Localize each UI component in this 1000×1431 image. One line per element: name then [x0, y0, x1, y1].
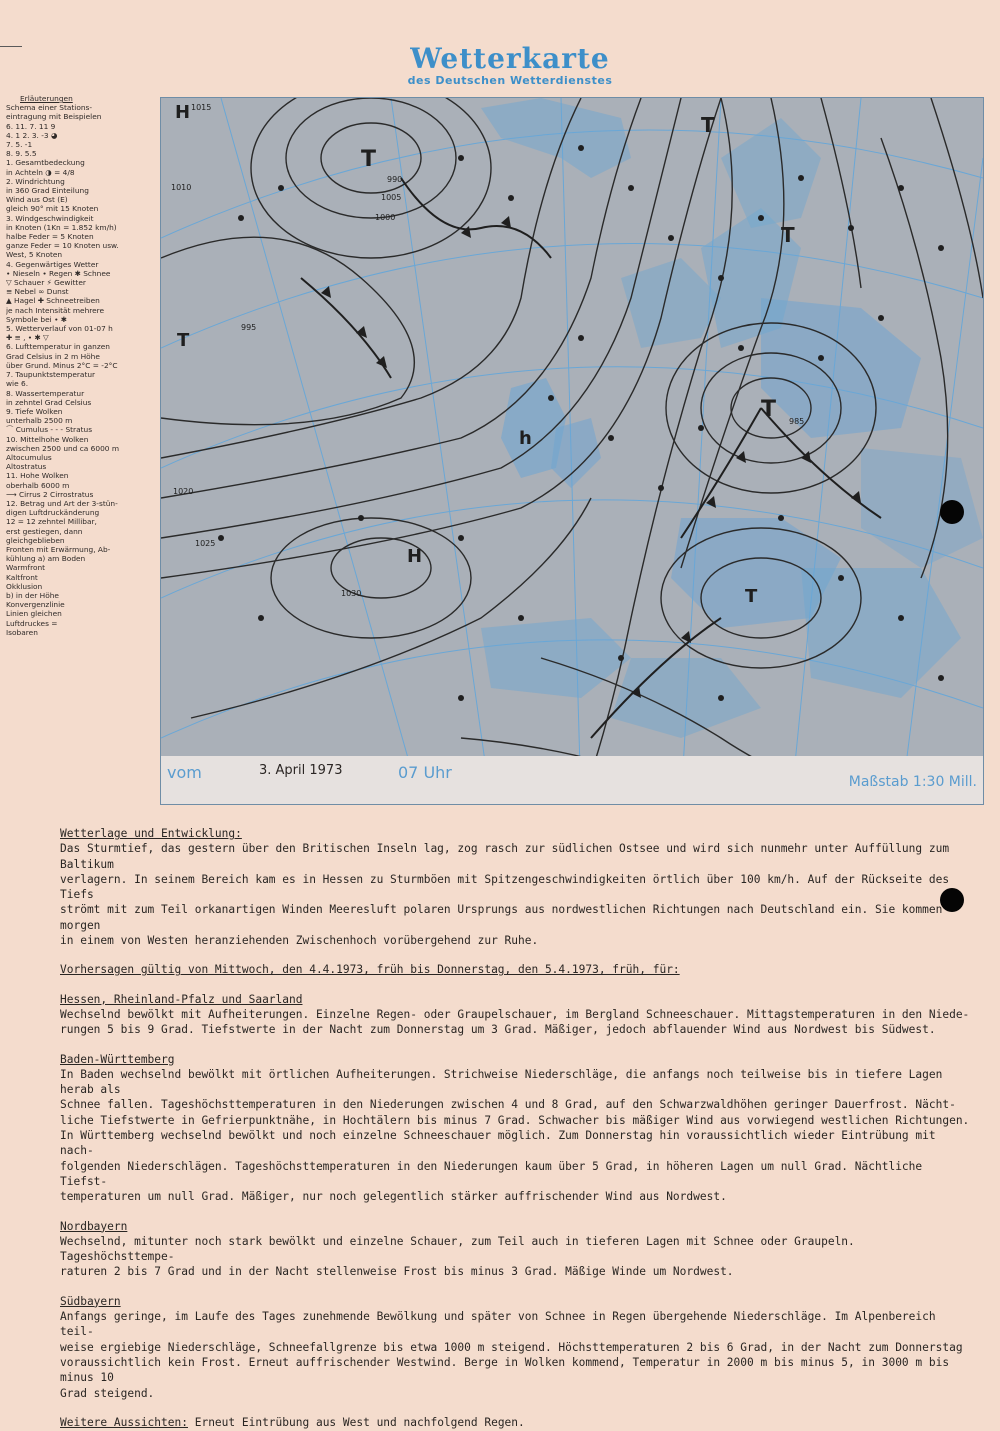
legend-line: 11. Hohe Wolken: [6, 471, 69, 481]
legend-line: 2. Windrichtung: [6, 176, 65, 186]
section-gap: [60, 1205, 970, 1219]
punch-hole: [940, 500, 964, 524]
isobar-label: 990: [387, 175, 403, 184]
outlook-title: Weitere Aussichten:: [60, 1415, 188, 1429]
legend-line: über Grund. Minus 2°C = -2°C: [6, 360, 118, 370]
isobar-label: 1020: [173, 487, 194, 496]
low-pressure-label: T: [701, 113, 715, 137]
section-line: Wechselnd, mitunter noch stark bewölkt und einzelne Schauer, zum Teil auch in tieferen Lagen mit Schnee oder Graupeln. Tageshöchsttempe-: [60, 1234, 855, 1264]
legend-line: ganze Feder = 10 Knoten usw.: [6, 241, 119, 251]
legend-line: 5. Wetterverlauf von 01-07 h: [6, 324, 113, 334]
section-title: Hessen, Rheinland-Pfalz und Saarland: [60, 992, 303, 1006]
legend-line: b) in der Höhe: [6, 590, 59, 600]
section-line: verlagern. In seinem Bereich kam es in Hessen zu Sturmböen mit Spitzengeschwindigkeiten örtlich über 100 km/h. Auf der Rückseite des Tiefs: [60, 872, 950, 902]
legend-line: 8. Wassertemperatur: [6, 388, 85, 398]
section-line: rungen 5 bis 9 Grad. Tiefstwerte in der Nacht zum Donnerstag um 3 Grad. Mäßiger, jedoch abflauender Wind aus Nordwest bis Südwest.: [60, 1023, 936, 1037]
legend-line: 6. 11. 7. 11 9: [6, 121, 56, 131]
legend-line: gleich 90° mit 15 Knoten: [6, 204, 99, 214]
legend-line: kühlung a) am Boden: [6, 554, 86, 564]
high-pressure-label: H: [175, 102, 191, 123]
legend-line: 10. Mittelhohe Wolken: [6, 434, 89, 444]
legend-line: Altostratus: [6, 462, 47, 472]
legend-line: unterhalb 2500 m: [6, 416, 73, 426]
legend-heading: Erläuterungen: [20, 94, 73, 103]
weak-high-label: h: [519, 428, 532, 449]
legend-line: oberhalb 6000 m: [6, 480, 70, 490]
map-canvas: [161, 98, 983, 804]
section-line: Anfangs geringe, im Laufe des Tages zunehmende Bewölkung und später von Schnee in Regen übergehende Niederschläge. Im Alpenbereich teil-: [60, 1310, 936, 1339]
section-line: Schnee fallen. Tageshöchsttemperaturen in den Niederungen zwischen 4 und 8 Grad, auf den Schwarzwaldhöhen geringer Dauerfrost. Nächt-: [60, 1098, 956, 1112]
punch-hole: [940, 888, 964, 912]
section-line: Wechselnd bewölkt mit Aufheiterungen. Einzelne Regen- oder Graupelschauer, im Bergland Schneeschauer. Mittagstemperaturen in den Niede-: [60, 1007, 970, 1021]
low-pressure-label: T: [361, 147, 377, 172]
isobar-label: 1030: [341, 589, 362, 598]
low-pressure-label: T: [761, 397, 777, 422]
legend-line: Altocumulus: [6, 452, 52, 462]
section-line: folgenden Niederschlägen. Tageshöchsttemperaturen in den Niederungen kaum über 5 Grad, in höheren Lagen um null Grad. Nächtliche Tiefst-: [60, 1159, 923, 1188]
legend-line: Konvergenzlinie: [6, 600, 65, 610]
legend-line: in Knoten (1Kn = 1.852 km/h): [6, 222, 117, 232]
legend-line: Warmfront: [6, 563, 46, 573]
legend-line: ▲ Hagel ✚ Schneetreiben: [6, 296, 100, 306]
legend-line: ⟶ Cirrus 2 Cirrostratus: [6, 489, 94, 499]
legend-line: gleichgeblieben: [6, 535, 65, 545]
legend-line: 3. Windgeschwindigkeit: [6, 213, 94, 223]
section-title: Wetterlage und Entwicklung:: [60, 827, 242, 840]
legend-line: 7. Taupunktstemperatur: [6, 370, 96, 380]
legend-line: in Achteln ◑ = 4/8: [6, 167, 75, 177]
legend-line: West, 5 Knoten: [6, 250, 63, 260]
legend-line: ✚ ≡ , • ✱ ▽: [6, 333, 49, 343]
legend-line: eintragung mit Beispielen: [6, 112, 102, 122]
outlook-text: Erneut Eintrübung aus West und nachfolgend Regen.: [187, 1415, 525, 1429]
legend-line: digen Luftdruckänderung: [6, 508, 100, 518]
section-gap: [60, 978, 970, 992]
legend-line: • Nieseln • Regen ✱ Schnee: [6, 268, 111, 278]
legend-line: erst gestiegen, dann: [6, 526, 83, 536]
high-pressure-label: H: [407, 546, 423, 567]
legend-line: in 360 Grad Einteilung: [6, 186, 89, 196]
legend-line: ⌒ Cumulus - - - Stratus: [6, 425, 93, 435]
legend-line: Fronten mit Erwärmung, Ab-: [6, 544, 111, 554]
section-line: liche Tiefstwerte in Gefrierpunktnähe, in Hochtälern bis minus 7 Grad. Schwacher bis mäßiger Wind aus vorwiegend westlichen Richtungen.: [60, 1113, 970, 1127]
section-line: In Baden wechselnd bewölkt mit örtlichen Aufheiterungen. Strichweise Niederschläge, die anfangs noch teilweise bis in tiefere Lagen herab als: [60, 1067, 943, 1097]
section-line: voraussichtlich kein Frost. Erneut auffrischender Westwind. Berge in Wolken kommend, Temperatur in 2000 m bis minus 5, in 3000 m bis minus 10: [60, 1355, 950, 1385]
legend-line: in zehntel Grad Celsius: [6, 397, 92, 407]
legend-line: Schema einer Stations-: [6, 103, 93, 113]
low-pressure-label: T: [745, 586, 758, 607]
low-pressure-label: T: [781, 223, 795, 247]
isobar-label: 1000: [375, 213, 396, 222]
section-gap: [60, 1038, 970, 1052]
legend-line: Isobaren: [6, 627, 38, 637]
section-line: weise ergiebige Niederschläge, Schneefallgrenze bis etwa 1000 m steigend. Höchsttemperaturen 2 bis 6 Grad, in der Nacht zum Donnerstag: [60, 1340, 963, 1354]
map-date: 3. April 1973: [259, 763, 343, 778]
page-subtitle: des Deutschen Wetterdienstes: [407, 74, 613, 87]
legend-line: Wind aus Ost (E): [6, 195, 68, 205]
isobar-label: 985: [789, 417, 805, 426]
legend-line: 6. Lufttemperatur in ganzen: [6, 342, 110, 352]
legend-line: halbe Feder = 5 Knoten: [6, 232, 94, 242]
section-gap: [60, 948, 970, 962]
forecast-text: [60, 826, 970, 1430]
legend-line: Kaltfront: [6, 572, 38, 582]
section-title: Südbayern: [60, 1294, 121, 1308]
section-gap: [60, 1280, 970, 1294]
isobar-label: 1025: [195, 539, 216, 548]
legend-line: 7. 5. -1: [6, 140, 33, 150]
isobar-label: 1010: [171, 183, 192, 192]
legend-line: ▽ Schauer ⚡ Gewitter: [6, 278, 86, 288]
legend-line: Grad Celsius in 2 m Höhe: [6, 351, 100, 361]
legend-panel: [6, 94, 158, 804]
map-time: 07 Uhr: [398, 763, 452, 782]
legend-line: Symbole bei • ✱: [6, 314, 67, 324]
isobar-label: 995: [241, 323, 257, 332]
legend-line: wie 6.: [6, 379, 29, 389]
weather-map: [160, 97, 984, 805]
outlook: [60, 1415, 970, 1430]
legend-line: zwischen 2500 und ca 6000 m: [6, 443, 120, 453]
section-line: In Württemberg wechselnd bewölkt und noch einzelne Schneeschauer möglich. Zum Donnerstag hin voraussichtlich wieder Eintrübung mit nach-: [60, 1129, 936, 1158]
legend-line: ≡ Nebel ∞ Dunst: [6, 287, 69, 297]
legend-line: Luftdruckes =: [6, 618, 58, 628]
section-title: Nordbayern: [60, 1219, 128, 1233]
map-scale: Maßstab 1:30 Mill.: [848, 774, 977, 790]
legend-lines: [6, 103, 158, 637]
section-gap: [60, 1401, 970, 1415]
section-line: Das Sturmtief, das gestern über den Britischen Inseln lag, zog rasch zur südlichen Ostsee und wird sich nunmehr unter Auffüllung zum Baltikum: [60, 842, 950, 871]
section-line: strömt mit zum Teil orkanartigen Winden Meeresluft polaren Ursprungs aus nordwestlichen Richtungen nach Deutschland ein. Sie kommen morgen: [60, 903, 943, 932]
legend-line: Okklusion: [6, 581, 43, 591]
isobar-label: 1015: [191, 103, 212, 112]
legend-line: 12. Betrag und Art der 3-stün-: [6, 498, 118, 508]
low-pressure-label: T: [177, 330, 190, 351]
legend-line: 12 = 12 zehntel Millibar,: [6, 517, 97, 527]
legend-line: 4. 1 2. 3. -3 ◕: [6, 130, 58, 140]
legend-line: 4. Gegenwärtiges Wetter: [6, 259, 99, 269]
legend-line: 8. 9. 5.5: [6, 149, 37, 159]
section-line: raturen 2 bis 7 Grad und in der Nacht stellenweise Frost bis minus 3 Grad. Mäßige Winde um Nordwest.: [60, 1265, 734, 1279]
corner-mark: [0, 46, 22, 47]
legend-line: je nach Intensität mehrere: [6, 305, 105, 315]
map-date-prefix: vom: [167, 763, 202, 782]
legend-line: 9. Tiefe Wolken: [6, 406, 63, 416]
section-title: Vorhersagen gültig von Mittwoch, den 4.4.1973, früh bis Donnerstag, den 5.4.1973, früh, für:: [60, 963, 680, 977]
section-line: in einem von Westen heranziehenden Zwischenhoch vorübergehend zur Ruhe.: [60, 934, 539, 948]
forecast-sections: [60, 826, 970, 1415]
section-line: Grad steigend.: [60, 1386, 155, 1400]
isobar-label: 1005: [381, 193, 402, 202]
section-title: Baden-Württemberg: [60, 1052, 175, 1066]
legend-line: Linien gleichen: [6, 609, 62, 619]
section-line: temperaturen um null Grad. Mäßiger, nur noch gelegentlich stärker auffrischender Wind aus Nordwest.: [60, 1190, 727, 1204]
page-title: Wetterkarte: [410, 42, 610, 75]
legend-line: 1. Gesamtbedeckung: [6, 158, 85, 168]
